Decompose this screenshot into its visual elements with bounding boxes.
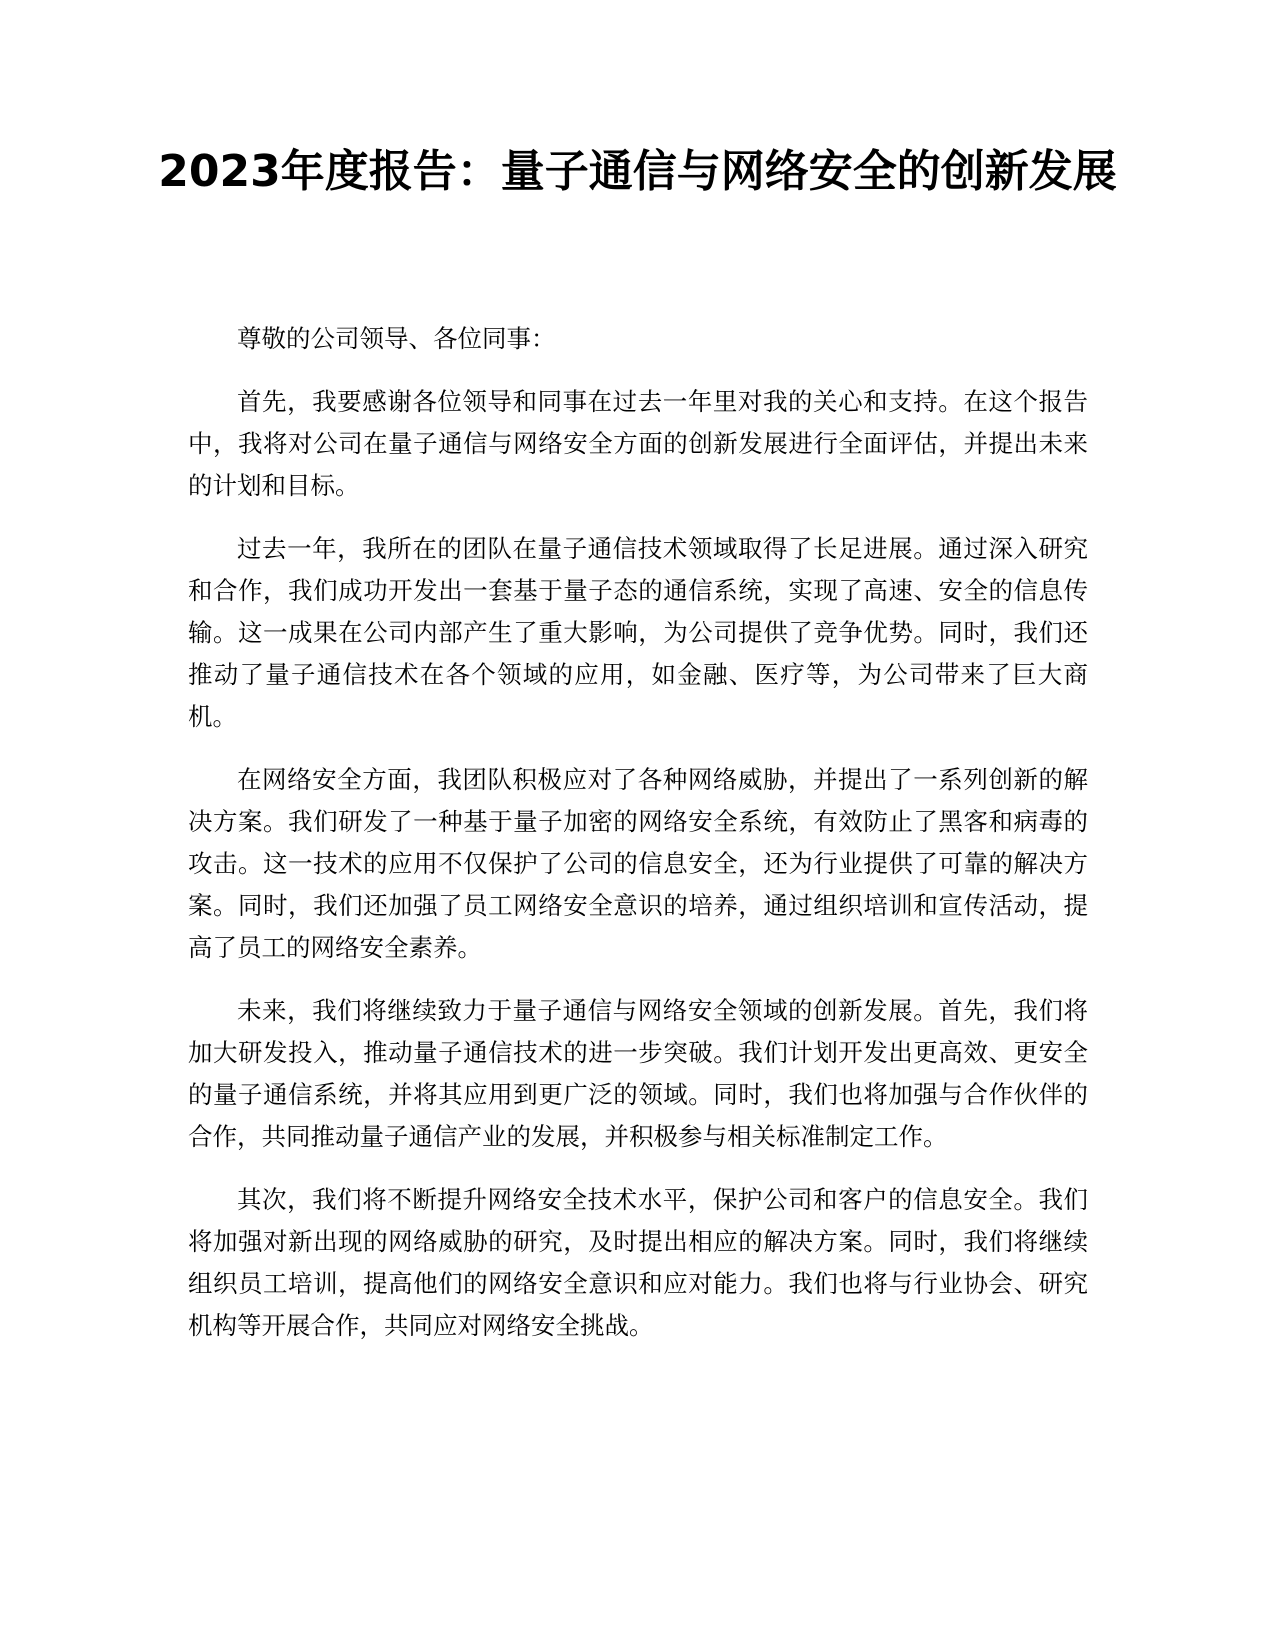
document-title: 2023年度报告：量子通信与网络安全的创新发展: [158, 146, 1117, 197]
body-paragraph: 其次，我们将不断提升网络安全技术水平，保护公司和客户的信息安全。我们将加强对新出现的网络威胁的研究，及时提出相应的解决方案。同时，我们将继续组织员工培训，提高他们的网络安全意识和应对能力。我们也将与行业协会、研究机构等开展合作，共同应对网络安全挑战。: [188, 1185, 1088, 1340]
body-paragraph: 在网络安全方面，我团队积极应对了各种网络威胁，并提出了一系列创新的解决方案。我们研发了一种基于量子加密的网络安全系统，有效防止了黑客和病毒的攻击。这一技术的应用不仅保护了公司的信息安全，还为行业提供了可靠的解决方案。同时，我们还加强了员工网络安全意识的培养，通过组织培训和宣传活动，提高了员工的网络安全素养。: [188, 765, 1088, 962]
greeting-paragraph: 尊敬的公司领导、各位同事：: [237, 324, 556, 353]
document-body: [188, 318, 1088, 1368]
body-paragraph: 首先，我要感谢各位领导和同事在过去一年里对我的关心和支持。在这个报告中，我将对公司在量子通信与网络安全方面的创新发展进行全面评估，并提出未来的计划和目标。: [188, 387, 1088, 500]
body-paragraph: 过去一年，我所在的团队在量子通信技术领域取得了长足进展。通过深入研究和合作，我们成功开发出一套基于量子态的通信系统，实现了高速、安全的信息传输。这一成果在公司内部产生了重大影响，为公司提供了竞争优势。同时，我们还推动了量子通信技术在各个领域的应用，如金融、医疗等，为公司带来了巨大商机。: [188, 534, 1088, 731]
body-paragraph: 未来，我们将继续致力于量子通信与网络安全领域的创新发展。首先，我们将加大研发投入，推动量子通信技术的进一步突破。我们计划开发出更高效、更安全的量子通信系统，并将其应用到更广泛的领域。同时，我们也将加强与合作伙伴的合作，共同推动量子通信产业的发展，并积极参与相关标准制定工作。: [188, 996, 1088, 1151]
